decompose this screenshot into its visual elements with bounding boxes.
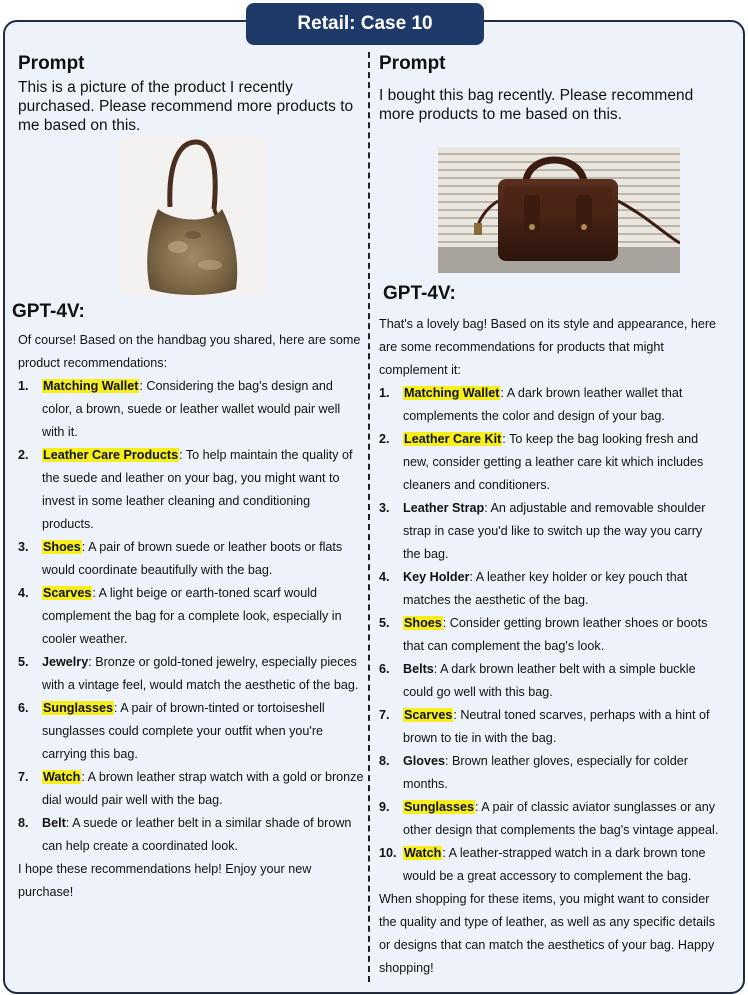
left-recommendations-list [18, 375, 364, 858]
item-label: Matching Wallet [43, 379, 139, 393]
list-item: 7. Scarves: Neutral toned scarves, perhaps with a hint of brown to tie in with the bag. [379, 708, 710, 745]
item-label: Watch [404, 846, 442, 860]
leather-satchel-illustration [438, 147, 680, 273]
left-closing: I hope these recommendations help! Enjoy your new purchase! [18, 862, 312, 899]
right-column [379, 50, 723, 980]
right-recommendations-list [379, 382, 723, 888]
list-item: 2. Leather Care Products: To help maintain the quality of the suede and leather on your bag, you might want to invest in some leather cleaning and conditioning products. [18, 448, 353, 531]
left-prompt-text: This is a picture of the product I recently purchased. Please recommend more products to me based on this. [18, 79, 354, 134]
right-closing: When shopping for these items, you might want to consider the quality and type of leather, as well as any specific details or designs that can match the aesthetics of your bag. Happy shopping! [379, 892, 716, 975]
list-item: 2. Leather Care Kit: To keep the bag looking fresh and new, consider getting a leather care kit which includes cleaners and conditioners. [379, 432, 704, 492]
list-item: 7. Watch: A brown leather strap watch with a gold or bronze dial would pair well with the bag. [18, 770, 364, 807]
item-label: Leather Care Products [43, 448, 179, 462]
left-prompt-heading: Prompt [18, 53, 85, 74]
right-intro: That's a lovely bag! Based on its style and appearance, here are some recommendations for products that might complement it: [379, 317, 717, 377]
list-item: 1. Matching Wallet: A dark brown leather wallet that complements the color and design of your bag. [379, 386, 683, 423]
list-item: 8. Gloves: Brown leather gloves, especially for colder months. [379, 754, 688, 791]
item-label: Matching Wallet [404, 386, 500, 400]
case-title: Retail: Case 10 [246, 3, 484, 45]
leather-satchel-image [438, 147, 680, 273]
item-label: Leather Strap [403, 501, 485, 515]
item-label: Leather Care Kit [404, 432, 502, 446]
item-label: Jewelry [42, 655, 89, 669]
left-column [12, 50, 364, 904]
list-item: 5. Shoes: Consider getting brown leather shoes or boots that can complement the bag's look. [379, 616, 708, 653]
right-response-heading: GPT-4V: [383, 283, 456, 304]
right-prompt-heading: Prompt [379, 53, 446, 74]
list-item: 4. Scarves: A light beige or earth-toned scarf would complement the bag for a complete look, especially in cooler weather. [18, 586, 342, 646]
list-item: 10. Watch: A leather-strapped watch in a dark brown tone would be a great accessory to complement the bag. [379, 846, 706, 883]
list-item: 1. Matching Wallet: Considering the bag's design and color, a brown, suede or leather wallet would pair well with it. [18, 379, 341, 439]
list-item: 6. Belts: A dark brown leather belt with a simple buckle could go well with this bag. [379, 662, 696, 699]
item-label: Sunglasses [404, 800, 474, 814]
item-label: Sunglasses [43, 701, 113, 715]
list-item: 8. Belt: A suede or leather belt in a similar shade of brown can help create a coordinated look. [18, 816, 352, 853]
item-label: Belt [42, 816, 66, 830]
list-item: 3. Shoes: A pair of brown suede or leather boots or flats would coordinate beautifully with the bag. [18, 540, 343, 577]
list-item: 3. Leather Strap: An adjustable and removable shoulder strap in case you'd like to switch up the way you carry the bag. [379, 501, 706, 561]
list-item: 6. Sunglasses: A pair of brown-tinted or tortoiseshell sunglasses could complete your outfit when you're carrying this bag. [18, 701, 325, 761]
list-item: 5. Jewelry: Bronze or gold-toned jewelry, especially pieces with a vintage feel, would match the aesthetic of the bag. [18, 655, 359, 692]
suede-handbag-image [118, 137, 268, 297]
left-response-heading: GPT-4V: [12, 301, 85, 322]
list-item: 4. Key Holder: A leather key holder or key pouch that matches the aesthetic of the bag. [379, 570, 688, 607]
item-label: Gloves [403, 754, 445, 768]
item-label: Watch [43, 770, 81, 784]
column-divider [368, 52, 370, 982]
item-label: Shoes [43, 540, 81, 554]
suede-handbag-illustration [118, 137, 268, 297]
item-label: Key Holder [403, 570, 470, 584]
item-label: Shoes [404, 616, 442, 630]
item-label: Scarves [43, 586, 92, 600]
item-label: Belts [403, 662, 434, 676]
list-item: 9. Sunglasses: A pair of classic aviator sunglasses or any other design that complements the bag's vintage appeal. [379, 800, 719, 837]
right-prompt-text: I bought this bag recently. Please recommend more products to me based on this. [379, 87, 694, 123]
item-label: Scarves [404, 708, 453, 722]
left-intro: Of course! Based on the handbag you shared, here are some product recommendations: [18, 333, 361, 370]
